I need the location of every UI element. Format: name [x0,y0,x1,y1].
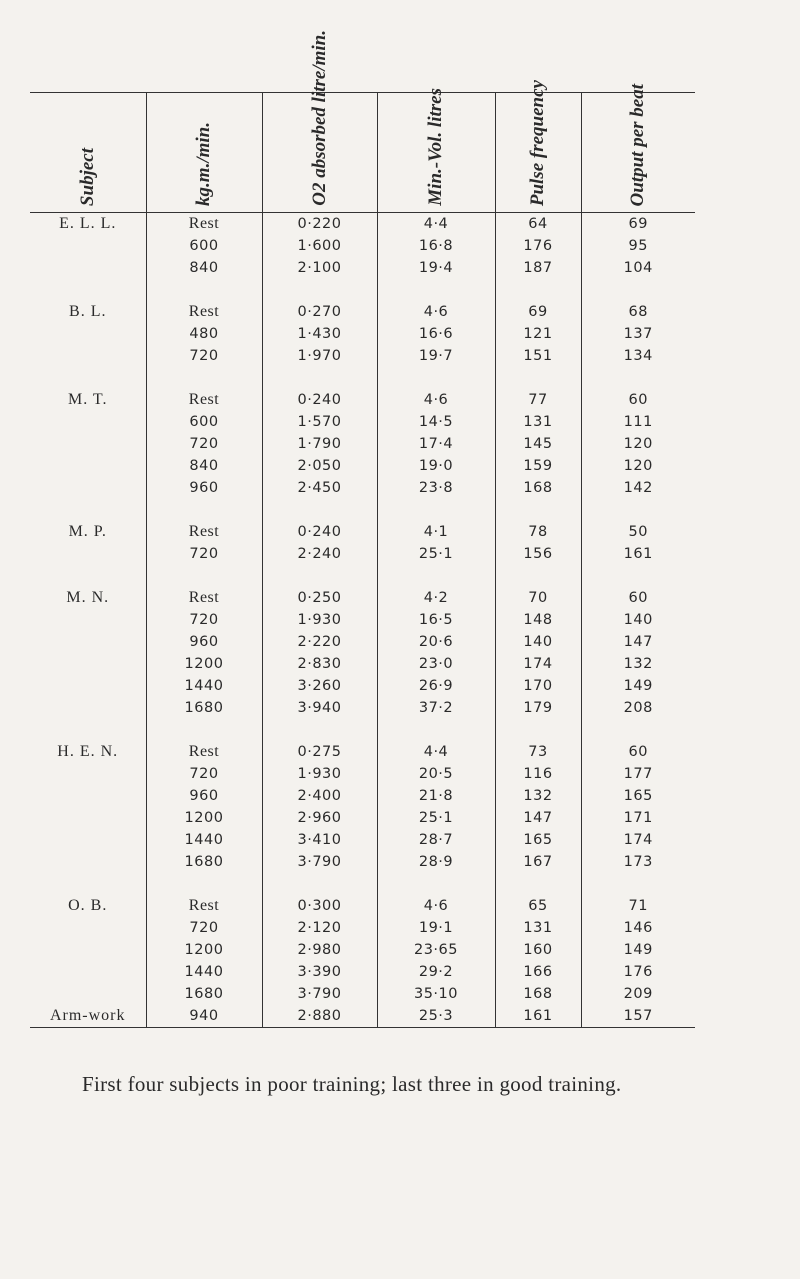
o2-cell: 2·880 [262,1005,377,1028]
spacer-cell [30,719,146,741]
minvol-cell: 20·5 [377,763,495,785]
subject-cell [30,323,146,345]
pulse-cell: 151 [495,345,581,367]
work-cell: 940 [146,1005,262,1028]
minvol-cell: 37·2 [377,697,495,719]
pulse-cell: 121 [495,323,581,345]
o2-cell: 2·830 [262,653,377,675]
spacer-cell [581,279,695,301]
table-body [30,213,695,1028]
o2-cell: 2·960 [262,807,377,829]
header-row [30,93,695,213]
pulse-cell: 166 [495,961,581,983]
table-row [30,543,695,565]
subject-cell [30,257,146,279]
spacer-cell [581,719,695,741]
table-row [30,895,695,917]
minvol-cell: 21·8 [377,785,495,807]
subject-cell [30,235,146,257]
subject-cell: M. N. [66,589,110,606]
subject-cell [30,411,146,433]
output-cell: 165 [581,785,695,807]
work-cell: 720 [146,609,262,631]
work-cell: 1440 [146,829,262,851]
table-row [30,785,695,807]
subject-cell [30,455,146,477]
minvol-cell: 16·8 [377,235,495,257]
table-row [30,257,695,279]
o2-cell: 0·220 [262,213,377,236]
output-cell: 140 [581,609,695,631]
pulse-cell: 65 [495,895,581,917]
subject-cell: H. E. N. [57,743,119,760]
table-row [30,961,695,983]
table-row [30,917,695,939]
spacer-cell [30,367,146,389]
o2-cell: 2·100 [262,257,377,279]
work-cell: Rest [146,587,262,609]
work-cell: Rest [146,301,262,323]
work-cell: Rest [146,741,262,763]
spacer-cell [377,499,495,521]
minvol-cell: 23·8 [377,477,495,499]
subject-cell [30,631,146,653]
output-cell: 104 [581,257,695,279]
minvol-cell: 25·1 [377,543,495,565]
group-spacer [30,719,695,741]
table-row [30,653,695,675]
work-cell: 960 [146,631,262,653]
spacer-cell [495,499,581,521]
output-cell: 146 [581,917,695,939]
minvol-cell: 20·6 [377,631,495,653]
spacer-cell [30,565,146,587]
spacer-cell [30,279,146,301]
work-cell: 1680 [146,851,262,873]
work-cell: 1200 [146,653,262,675]
subject-cell [30,807,146,829]
o2-cell: 0·240 [262,521,377,543]
o2-cell: 1·570 [262,411,377,433]
header-minvol: Min.-Vol. litres [377,93,495,213]
output-cell: 132 [581,653,695,675]
output-cell: 120 [581,433,695,455]
output-cell: 137 [581,323,695,345]
output-cell: 147 [581,631,695,653]
output-cell: 120 [581,455,695,477]
table-row [30,235,695,257]
o2-cell: 2·450 [262,477,377,499]
spacer-cell [146,499,262,521]
pulse-cell: 159 [495,455,581,477]
work-cell: 720 [146,345,262,367]
spacer-cell [146,279,262,301]
o2-cell: 0·250 [262,587,377,609]
o2-cell: 2·240 [262,543,377,565]
work-cell: 600 [146,235,262,257]
o2-cell: 1·430 [262,323,377,345]
output-cell: 134 [581,345,695,367]
spacer-cell [377,565,495,587]
subject-cell [30,917,146,939]
o2-cell: 0·275 [262,741,377,763]
spacer-cell [30,499,146,521]
work-cell: 1440 [146,675,262,697]
spacer-cell [262,565,377,587]
subject-cell [30,961,146,983]
spacer-cell [581,367,695,389]
minvol-cell: 4·6 [377,301,495,323]
minvol-cell: 25·3 [377,1005,495,1028]
pulse-cell: 165 [495,829,581,851]
spacer-cell [495,719,581,741]
minvol-cell: 4·4 [377,213,495,236]
pulse-cell: 179 [495,697,581,719]
work-cell: Rest [146,895,262,917]
work-cell: 1200 [146,807,262,829]
pulse-cell: 70 [495,587,581,609]
output-cell: 161 [581,543,695,565]
table-row [30,631,695,653]
o2-cell: 2·400 [262,785,377,807]
o2-cell: 3·790 [262,851,377,873]
output-cell: 209 [581,983,695,1005]
minvol-cell: 28·9 [377,851,495,873]
output-cell: 174 [581,829,695,851]
spacer-cell [581,565,695,587]
header-o2: O2 absorbed litre/min. [262,93,377,213]
o2-cell: 0·300 [262,895,377,917]
o2-cell: 0·240 [262,389,377,411]
spacer-cell [262,719,377,741]
pulse-cell: 174 [495,653,581,675]
minvol-cell: 29·2 [377,961,495,983]
output-cell: 142 [581,477,695,499]
work-cell: 960 [146,477,262,499]
o2-cell: 3·410 [262,829,377,851]
spacer-cell [262,279,377,301]
output-cell: 208 [581,697,695,719]
minvol-cell: 19·0 [377,455,495,477]
spacer-cell [377,719,495,741]
table-row [30,851,695,873]
table-row [30,587,695,609]
work-cell: Rest [146,389,262,411]
subject-cell: E. L. L. [59,215,117,232]
work-cell: 720 [146,763,262,785]
o2-cell: 1·930 [262,609,377,631]
table-row [30,433,695,455]
group-spacer [30,873,695,895]
work-cell: 720 [146,433,262,455]
subject-cell: B. L. [69,303,107,320]
subject-cell [30,983,146,1005]
minvol-cell: 25·1 [377,807,495,829]
minvol-cell: 4·6 [377,895,495,917]
table-row [30,983,695,1005]
pulse-cell: 167 [495,851,581,873]
table-row [30,741,695,763]
pulse-cell: 187 [495,257,581,279]
pulse-cell: 69 [495,301,581,323]
pulse-cell: 176 [495,235,581,257]
output-cell: 149 [581,675,695,697]
pulse-cell: 148 [495,609,581,631]
table-row [30,411,695,433]
minvol-cell: 19·7 [377,345,495,367]
table-row [30,807,695,829]
o2-cell: 3·790 [262,983,377,1005]
minvol-cell: 14·5 [377,411,495,433]
group-spacer [30,499,695,521]
subject-cell: M. P. [68,523,107,540]
minvol-cell: 35·10 [377,983,495,1005]
header-pulse: Pulse frequency [495,93,581,213]
subject-cell [30,697,146,719]
data-table [30,30,695,1028]
o2-cell: 2·120 [262,917,377,939]
pulse-cell: 170 [495,675,581,697]
table-row [30,697,695,719]
o2-cell: 2·220 [262,631,377,653]
footnote: First four subjects in poor training; last three in good training. [82,1072,622,1096]
work-cell: 960 [146,785,262,807]
spacer-cell [262,873,377,895]
subject-cell [30,675,146,697]
output-cell: 69 [581,213,695,236]
o2-cell: 1·970 [262,345,377,367]
spacer-cell [377,873,495,895]
subject-cell [30,345,146,367]
pulse-cell: 132 [495,785,581,807]
output-cell: 149 [581,939,695,961]
spacer-cell [262,367,377,389]
work-cell: 1680 [146,697,262,719]
work-cell: 600 [146,411,262,433]
work-cell: 1200 [146,939,262,961]
minvol-cell: 4·2 [377,587,495,609]
o2-cell: 0·270 [262,301,377,323]
pulse-cell: 64 [495,213,581,236]
subject-cell [30,433,146,455]
spacer-cell [146,565,262,587]
table-row [30,389,695,411]
table-row [30,829,695,851]
pulse-cell: 147 [495,807,581,829]
spacer-cell [495,279,581,301]
subject-cell [30,785,146,807]
work-cell: Rest [146,521,262,543]
spacer-cell [262,499,377,521]
o2-cell: 3·940 [262,697,377,719]
subject-cell [30,939,146,961]
table-row [30,609,695,631]
output-cell: 111 [581,411,695,433]
pulse-cell: 168 [495,477,581,499]
minvol-cell: 23·65 [377,939,495,961]
spacer-cell [581,873,695,895]
output-cell: 171 [581,807,695,829]
spacer-cell [146,719,262,741]
output-cell: 60 [581,741,695,763]
table-row [30,939,695,961]
output-cell: 177 [581,763,695,785]
header-subject: Subject [30,93,146,213]
subject-cell [30,477,146,499]
work-cell: 1440 [146,961,262,983]
header-work: kg.m./min. [146,93,262,213]
table-row [30,521,695,543]
minvol-cell: 17·4 [377,433,495,455]
work-cell: Rest [146,213,262,236]
minvol-cell: 19·4 [377,257,495,279]
minvol-cell: 26·9 [377,675,495,697]
pulse-cell: 160 [495,939,581,961]
subject-cell [30,609,146,631]
o2-cell: 3·390 [262,961,377,983]
o2-cell: 1·790 [262,433,377,455]
table-row [30,763,695,785]
spacer-cell [495,565,581,587]
o2-cell: 2·050 [262,455,377,477]
pulse-cell: 131 [495,917,581,939]
subject-cell [30,653,146,675]
table-row [30,455,695,477]
minvol-cell: 16·5 [377,609,495,631]
group-spacer [30,565,695,587]
spacer-cell [495,367,581,389]
minvol-cell: 19·1 [377,917,495,939]
table-row [30,675,695,697]
spacer-cell [377,367,495,389]
work-cell: 720 [146,917,262,939]
output-cell: 71 [581,895,695,917]
output-cell: 60 [581,587,695,609]
subject-cell: M. T. [67,391,108,408]
output-cell: 68 [581,301,695,323]
subject-cell [30,543,146,565]
pulse-cell: 73 [495,741,581,763]
pulse-cell: 161 [495,1005,581,1028]
table-row [30,323,695,345]
pulse-cell: 116 [495,763,581,785]
work-cell: 840 [146,257,262,279]
pulse-cell: 168 [495,983,581,1005]
table-row [30,213,695,236]
minvol-cell: 4·4 [377,741,495,763]
spacer-cell [495,873,581,895]
minvol-cell: 16·6 [377,323,495,345]
minvol-cell: 4·6 [377,389,495,411]
spacer-cell [581,499,695,521]
pulse-cell: 145 [495,433,581,455]
pulse-cell: 77 [495,389,581,411]
spacer-cell [377,279,495,301]
output-cell: 176 [581,961,695,983]
subject-cell: O. B. [68,897,108,914]
work-cell: 1680 [146,983,262,1005]
pulse-cell: 140 [495,631,581,653]
pulse-cell: 78 [495,521,581,543]
table-row [30,301,695,323]
subject-cell [30,851,146,873]
table-row [30,1005,695,1028]
pulse-cell: 131 [495,411,581,433]
pulse-cell: 156 [495,543,581,565]
spacer-cell [30,873,146,895]
subject-cell: Arm-work [30,1005,146,1028]
spacer-cell [146,367,262,389]
minvol-cell: 23·0 [377,653,495,675]
output-cell: 50 [581,521,695,543]
output-cell: 95 [581,235,695,257]
work-cell: 720 [146,543,262,565]
minvol-cell: 28·7 [377,829,495,851]
output-cell: 60 [581,389,695,411]
work-cell: 840 [146,455,262,477]
subject-cell [30,763,146,785]
output-cell: 173 [581,851,695,873]
o2-cell: 1·600 [262,235,377,257]
table-row [30,477,695,499]
o2-cell: 1·930 [262,763,377,785]
o2-cell: 3·260 [262,675,377,697]
table-row [30,345,695,367]
header-output: Output per beat [581,93,695,213]
minvol-cell: 4·1 [377,521,495,543]
group-spacer [30,367,695,389]
group-spacer [30,279,695,301]
output-cell: 157 [581,1005,695,1028]
subject-cell [30,829,146,851]
work-cell: 480 [146,323,262,345]
o2-cell: 2·980 [262,939,377,961]
spacer-cell [146,873,262,895]
